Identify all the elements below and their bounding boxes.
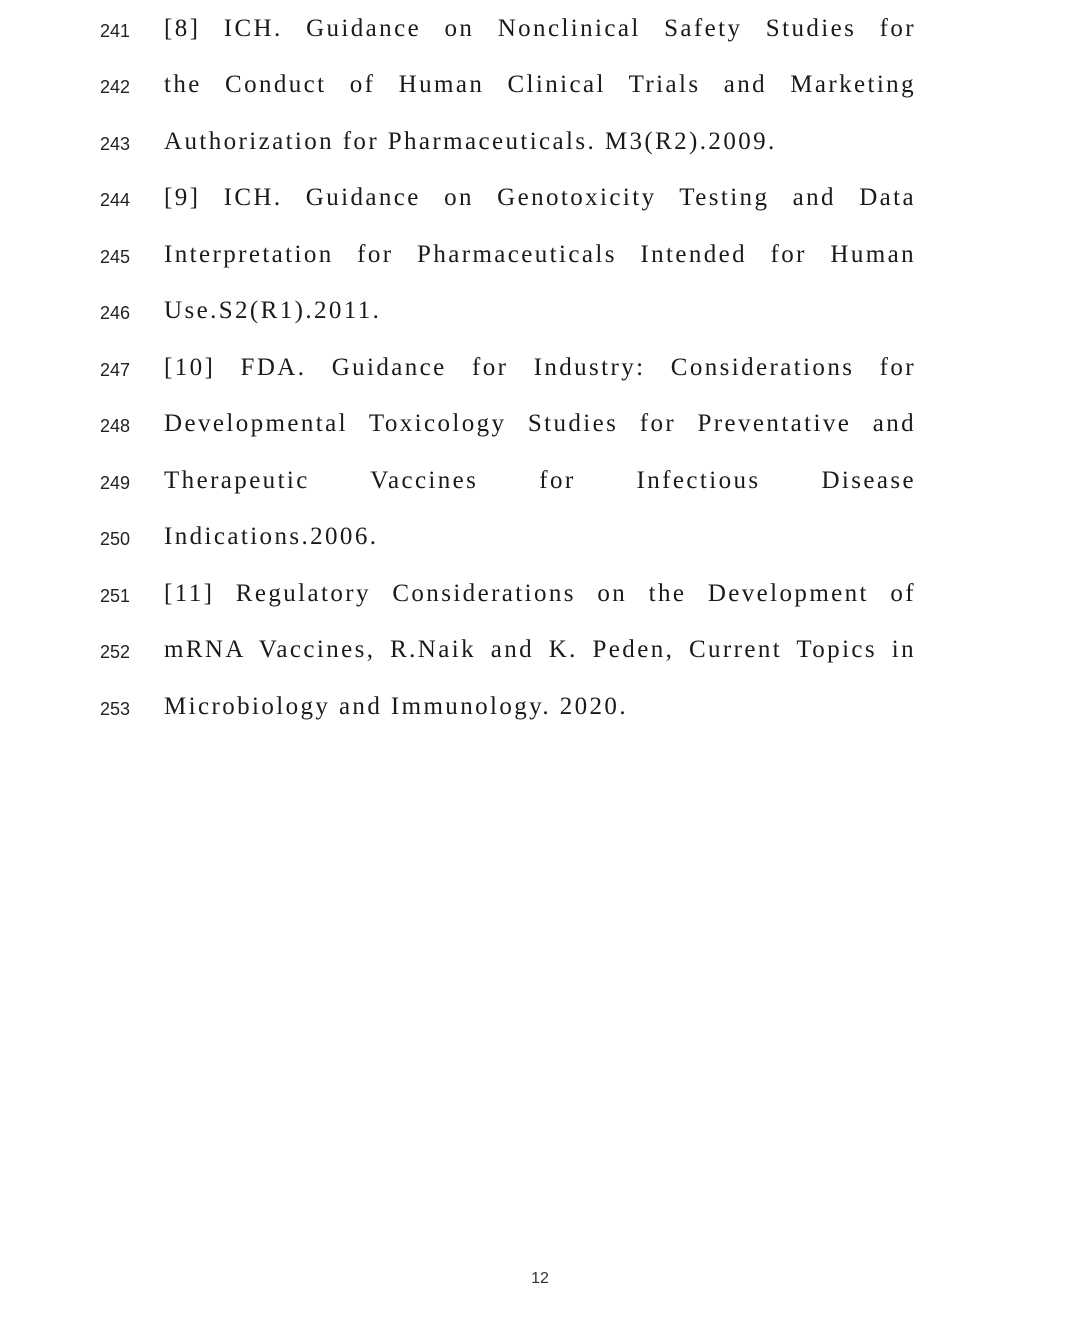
line-number: 245	[100, 247, 131, 267]
text-line	[0, 71, 1080, 132]
line-number: 246	[100, 303, 131, 323]
line-number: 243	[100, 134, 131, 154]
line-number: 251	[100, 586, 131, 606]
reference-text: Use.S2(R1).2011.	[164, 297, 382, 324]
line-number: 241	[100, 21, 131, 41]
text-line	[0, 467, 1080, 528]
text-line	[0, 636, 1080, 697]
line-number: 252	[100, 642, 131, 662]
text-line	[0, 693, 1080, 754]
line-number: 242	[100, 77, 131, 97]
line-number: 250	[100, 529, 131, 549]
line-number: 248	[100, 416, 131, 436]
line-number: 249	[100, 473, 131, 493]
page-number: 12	[531, 1270, 549, 1287]
reference-text: Therapeutic Vaccines for Infectious Disease	[164, 467, 916, 494]
reference-text: Microbiology and Immunology. 2020.	[164, 693, 628, 720]
text-line	[0, 354, 1080, 415]
text-line	[0, 297, 1080, 358]
reference-text: Indications.2006.	[164, 523, 379, 550]
reference-text: Developmental Toxicology Studies for Preventative and	[164, 410, 916, 437]
text-line	[0, 523, 1080, 584]
reference-text: [11] Regulatory Considerations on the Development of	[164, 580, 916, 607]
reference-text: the Conduct of Human Clinical Trials and Marketing	[164, 71, 916, 98]
line-number: 244	[100, 190, 131, 210]
reference-text: Authorization for Pharmaceuticals. M3(R2).2009.	[164, 128, 777, 155]
text-line	[0, 580, 1080, 641]
reference-text: Interpretation for Pharmaceuticals Intended for Human	[164, 241, 916, 268]
line-number: 253	[100, 699, 131, 719]
text-line	[0, 410, 1080, 471]
text-line	[0, 128, 1080, 189]
reference-text: [10] FDA. Guidance for Industry: Considerations for	[164, 354, 916, 381]
reference-text: [8] ICH. Guidance on Nonclinical Safety Studies for	[164, 15, 916, 42]
text-line	[0, 15, 1080, 76]
reference-text: [9] ICH. Guidance on Genotoxicity Testing and Data	[164, 184, 916, 211]
line-number: 247	[100, 360, 131, 380]
text-line	[0, 241, 1080, 302]
text-line	[0, 184, 1080, 245]
reference-text: mRNA Vaccines, R.Naik and K. Peden, Current Topics in	[164, 636, 916, 663]
